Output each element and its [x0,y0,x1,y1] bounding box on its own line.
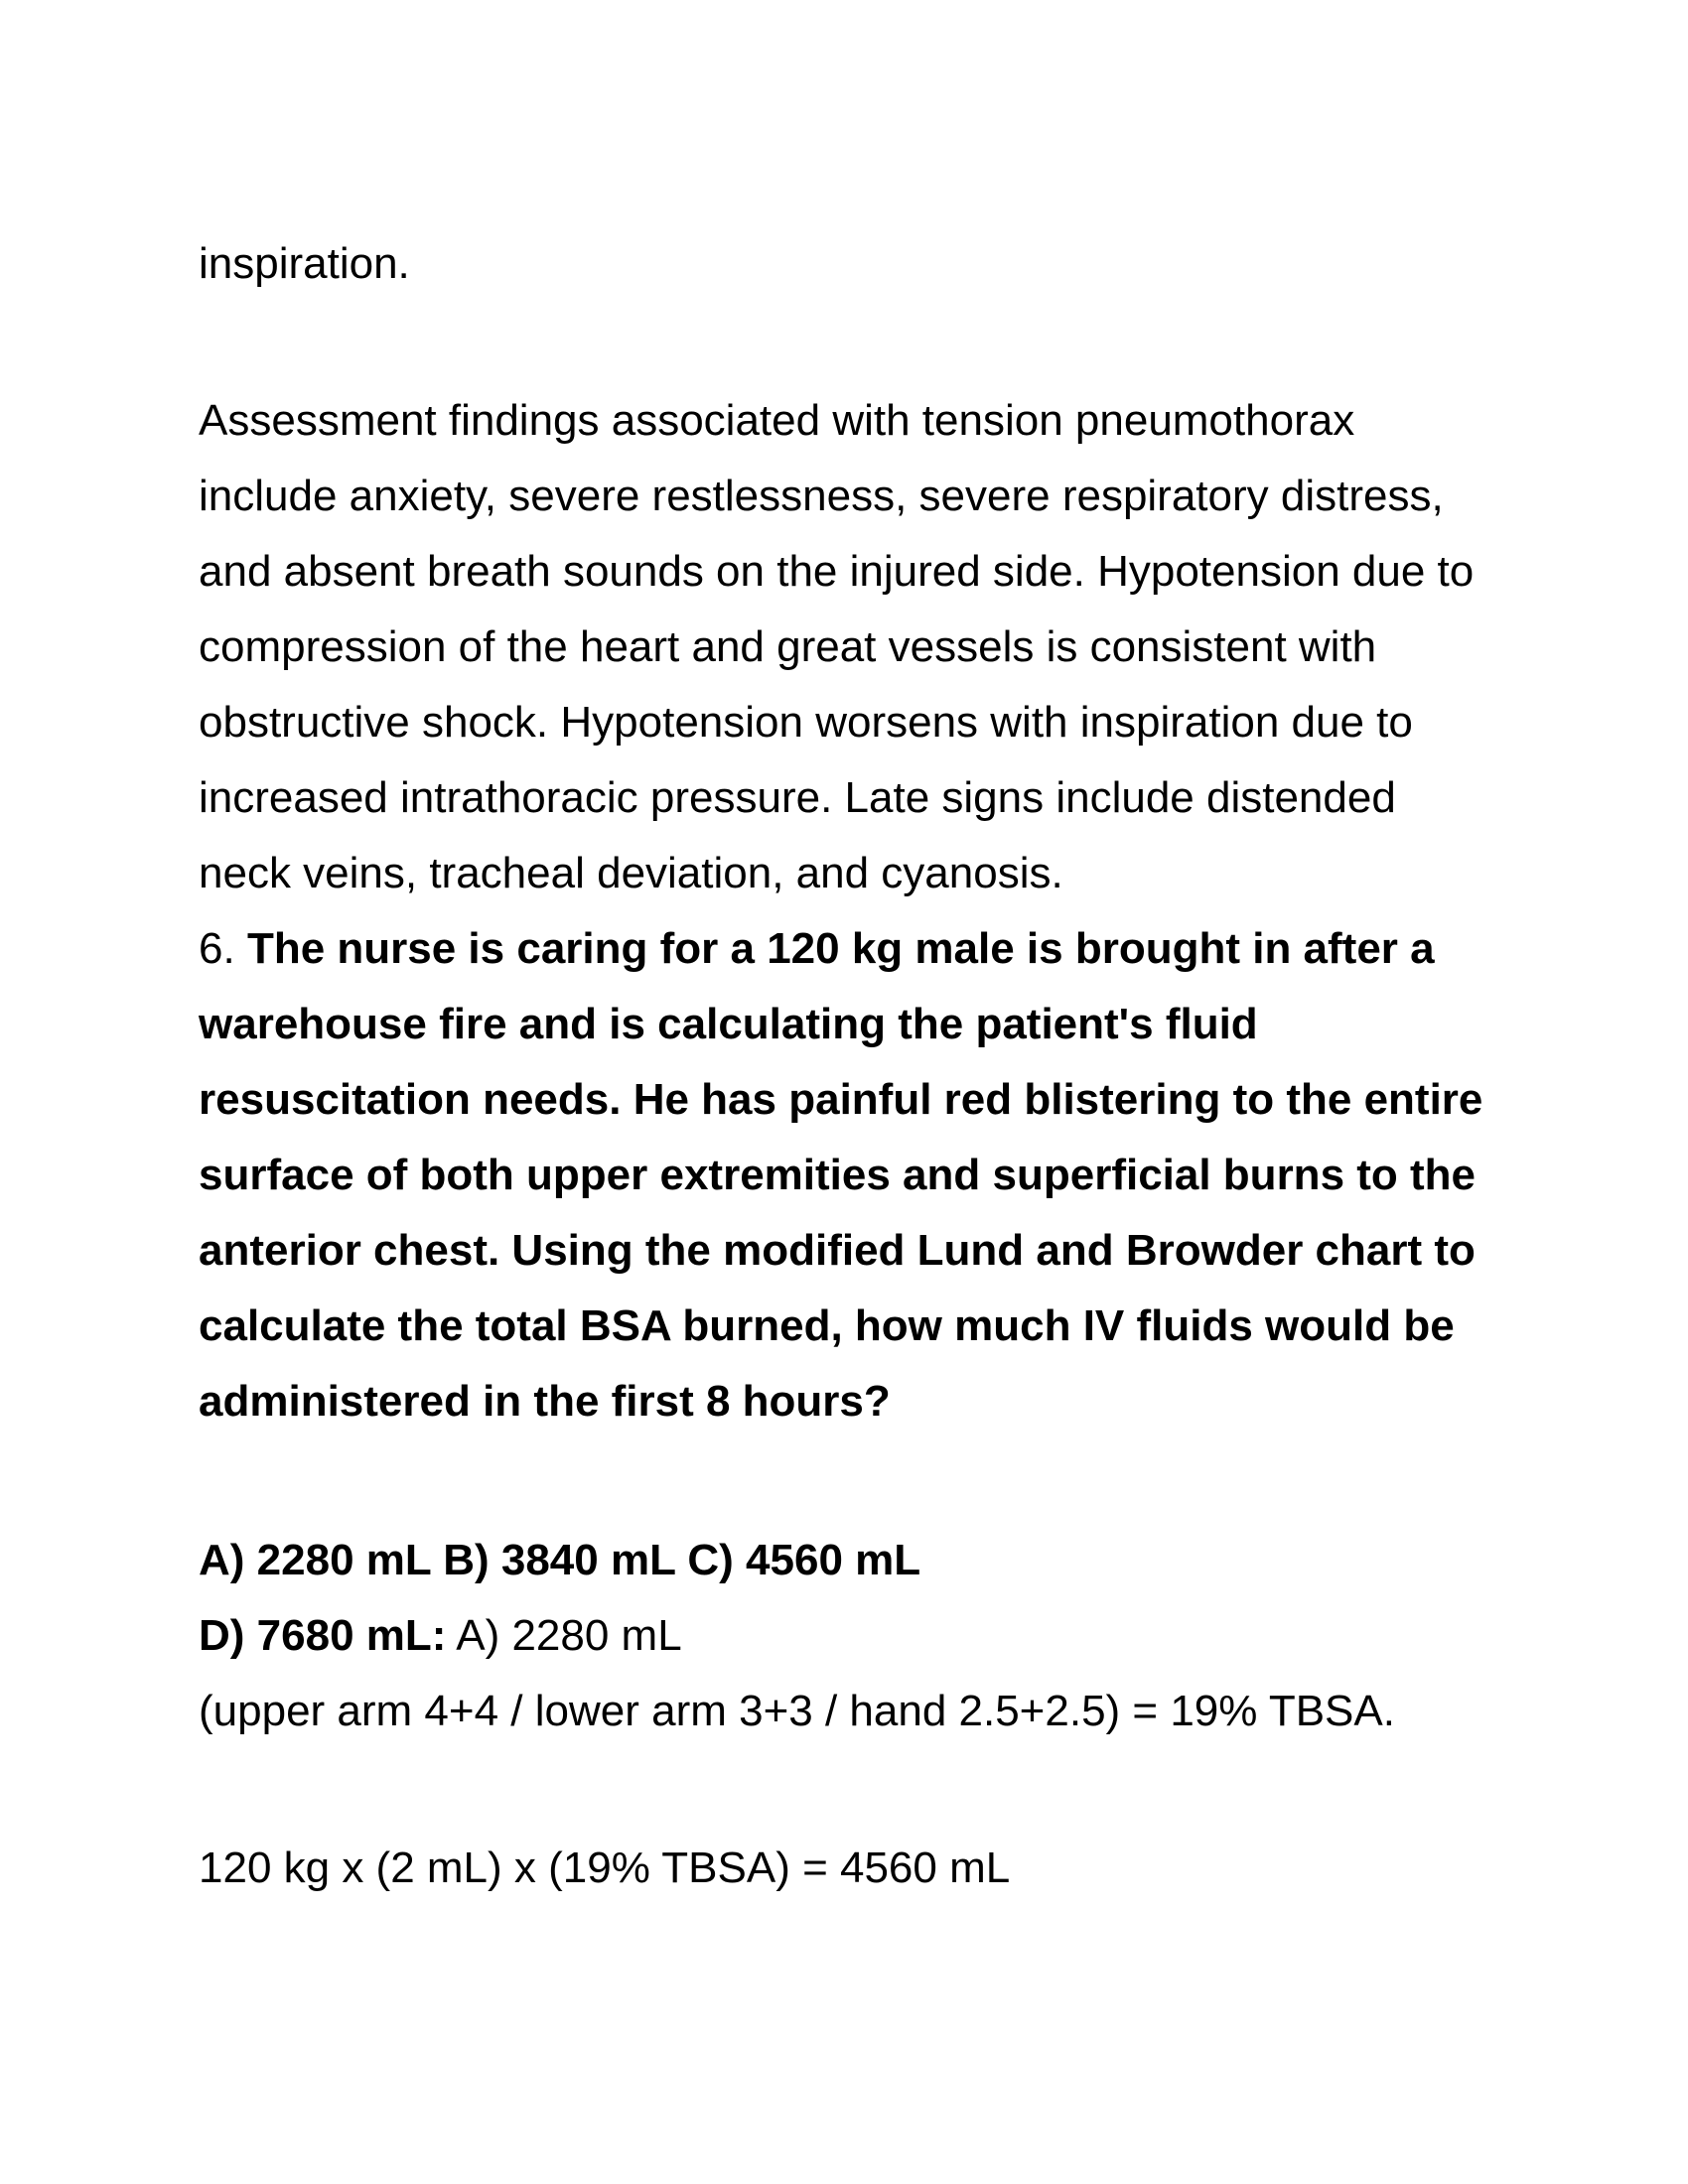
question-text: anterior chest. Using the modified Lund and Browder chart to [199,1226,1476,1275]
option-d: D) 7680 mL: [199,1611,447,1660]
question-text: administered in the first 8 hours? [199,1377,891,1426]
question-first-line [199,921,1435,977]
text-line: compression of the heart and great vessels is consistent with [199,622,1377,671]
text-line: and absent breath sounds on the injured side. Hypotension due to [199,547,1475,596]
correct-answer: A) 2280 mL [456,1611,682,1660]
text-line: obstructive shock. Hypotension worsens with inspiration due to [199,698,1413,747]
question-text: The nurse is caring for a 120 kg male is brought in after a [246,924,1435,973]
question-number: 6. [199,924,235,973]
question-text: calculate the total BSA burned, how much IV fluids would be [199,1301,1455,1350]
question-text: resuscitation needs. He has painful red blistering to the entire [199,1075,1483,1124]
text-line: Assessment findings associated with tension pneumothorax [199,396,1355,445]
text-line: include anxiety, severe restlessness, severe respiratory distress, [199,472,1444,520]
question-text: warehouse fire and is calculating the patient's fluid [199,1000,1258,1048]
text-line: inspiration. [199,239,410,288]
question-text: surface of both upper extremities and superficial burns to the [199,1151,1477,1199]
answer-options: A) 2280 mL B) 3840 mL C) 4560 mL [199,1536,921,1584]
tbsa-calculation: (upper arm 4+4 / lower arm 3+3 / hand 2.5+2.5) = 19% TBSA. [199,1687,1395,1735]
text-line: increased intrathoracic pressure. Late signs include distended [199,773,1396,822]
fluid-calculation: 120 kg x (2 mL) x (19% TBSA) = 4560 mL [199,1843,1011,1892]
answer-line [199,1608,682,1664]
text-line: neck veins, tracheal deviation, and cyanosis. [199,849,1063,897]
